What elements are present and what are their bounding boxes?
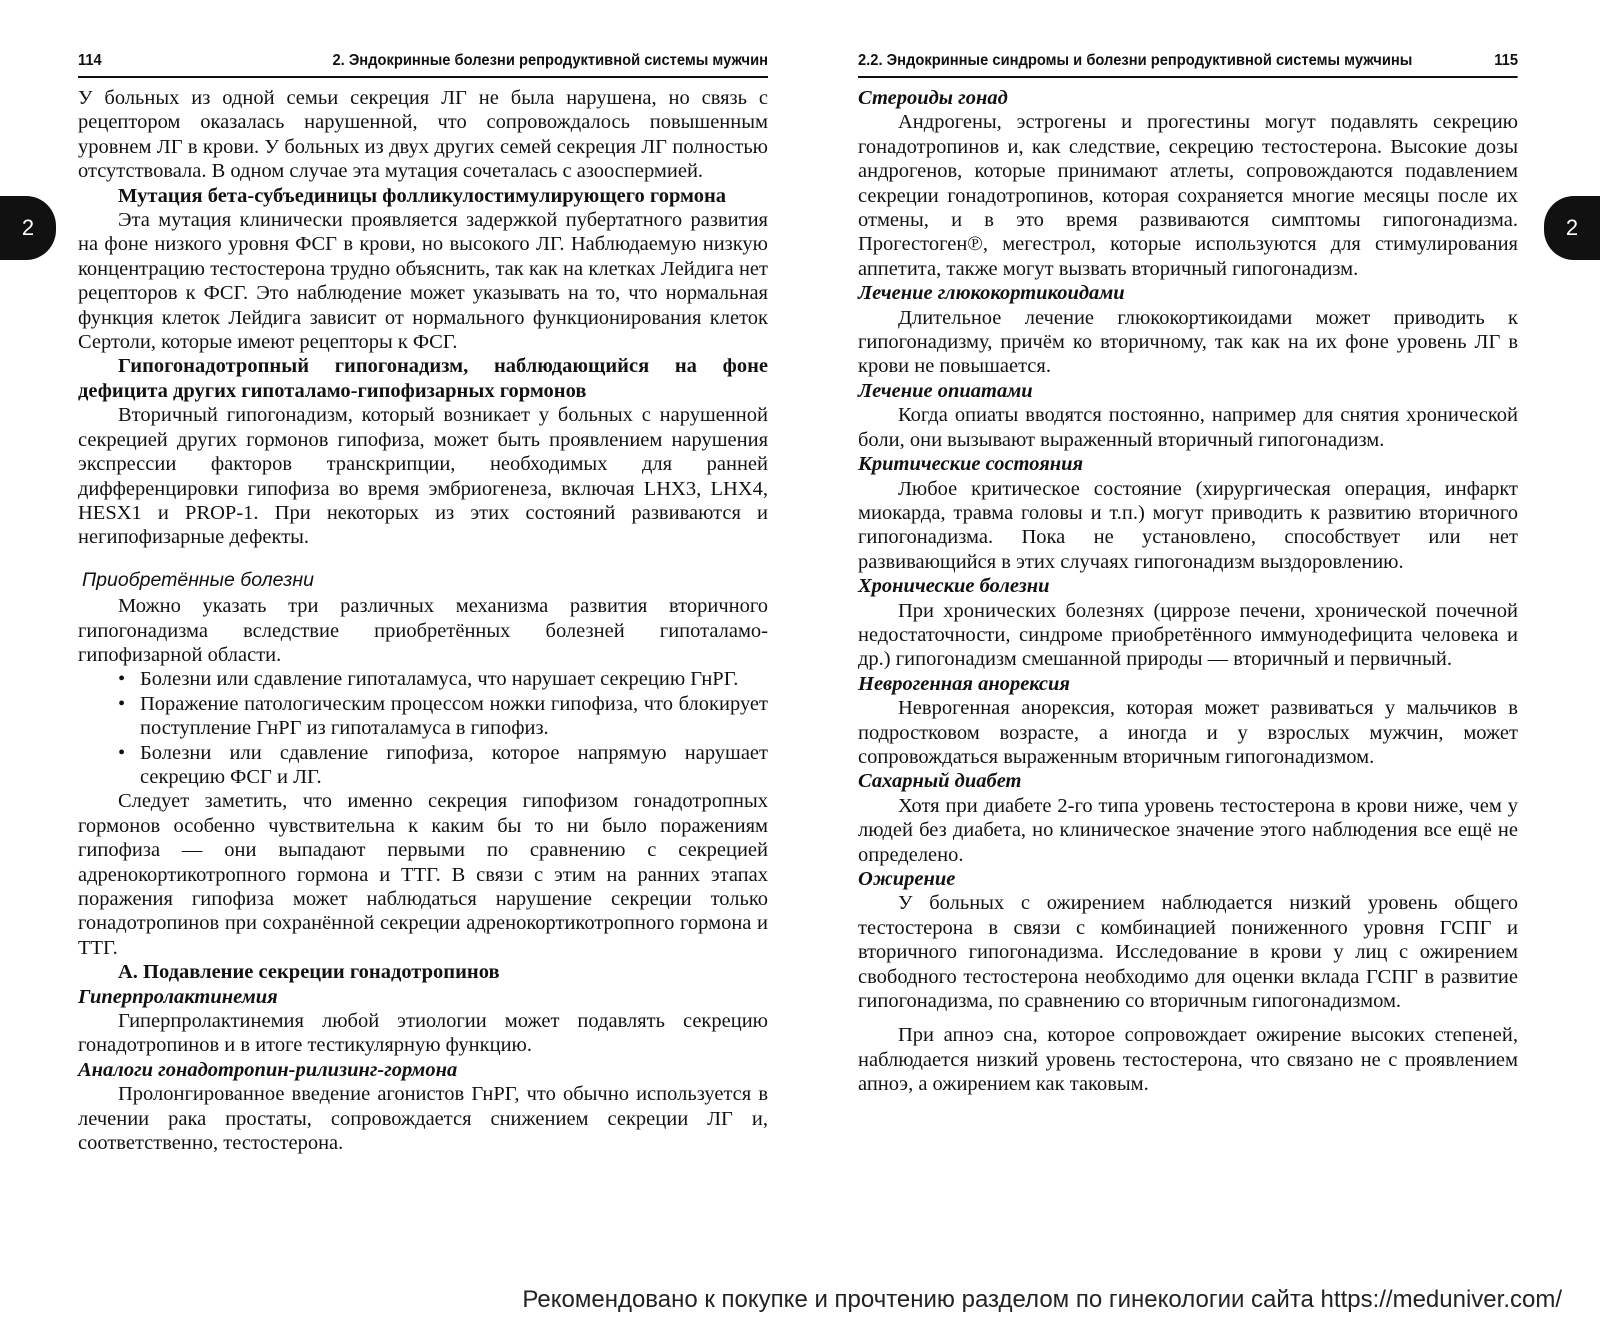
hyperprolactinemia-paragraph: Гиперпролактинемия любой этиологии может подавлять секрецию гонадотропинов и в итоге тестикулярную функцию.: [78, 1010, 768, 1057]
anorexia-heading: Неврогенная анорексия: [858, 672, 1070, 695]
steroids-paragraph: Андрогены, эстрогены и прогестины могут подавлять секрецию гонадотропинов и, как следствие, секрецию тестостерона. Высокие дозы андрогенов, которые принимают атлеты, сопровождаются подавлением секреции гонадотропинов, которая сохраняется многие месяцы после их отмены, и в это время развиваются симптомы гипогонадизма. Прогестоген℗, мегестрол, которые используются для стимулирования аппетита, также могут вызвать вторичный гипогонадизм.: [858, 111, 1518, 280]
mechanism-list: [78, 667, 768, 789]
list-item: • Болезни или сдавление гипофиза, которое напрямую нарушает секрецию ФСГ и ЛГ.: [118, 741, 768, 790]
critical-heading: Критические состояния: [858, 453, 1084, 476]
left-body: [78, 86, 768, 1155]
list-item: • Болезни или сдавление гипоталамуса, что нарушает секрецию ГнРГ.: [118, 667, 768, 691]
hh-heading: Гипогонадотропный гипогонадизм, наблюдающийся на фоне дефицита других гипоталамо-гипофизарных гормонов: [78, 355, 768, 402]
steroids-heading: Стероиды гонад: [858, 87, 1008, 109]
running-head-left: 2. Эндокринные болезни репродуктивной системы мужчин: [332, 52, 769, 69]
apnea-paragraph: При апноэ сна, которое сопровождает ожирение высоких степеней, наблюдается низкий уровень тестостерона, что связано не с проявлением апноэ, а ожирением как таковым.: [858, 1024, 1518, 1096]
critical-paragraph: Любое критическое состояние (хирургическая операция, инфаркт миокарда, травма головы и т.п.) могут приводить к развитию вторичного гипогонадизма. Пока не установлено, способствует или нет развивающийся в этих случаях гипогонадизм выздоровлению.: [858, 477, 1518, 573]
note-paragraph: Следует заметить, что именно секреция гипофизом гонадотропных гормонов особенно чувствительна к каким бы то ни было поражениям гипофиза — они выпадают первыми по сравнению с секрецией адренокортикотропного гормона и ТТГ. В связи с этим на ранних этапах поражения гипофиза может наблюдаться нарушение секреции только гонадотропинов при сохранённой секреции адренокортикотропного гормона и ТТГ.: [78, 790, 768, 959]
opiates-heading: Лечение опиатами: [858, 379, 1033, 402]
opiates-paragraph: Когда опиаты вводятся постоянно, например для снятия хронической боли, они вызывают выраженный вторичный гипогонадизм.: [858, 404, 1518, 451]
running-header-left: [78, 52, 768, 78]
diabetes-paragraph: Хотя при диабете 2-го типа уровень тестостерона в крови ниже, чем у людей без диабета, но клиническое значение этого наблюдения все ещё не определено.: [858, 794, 1518, 866]
acquired-paragraph: Можно указать три различных механизма развития вторичного гипогонадизма вследствие приобретённых болезней гипоталамо-гипофизарной области.: [78, 595, 768, 666]
intro-paragraph: У больных из одной семьи секреция ЛГ не была нарушена, но связь с рецептором оказалась нарушенной, что сопровождалось повышенным уровнем ЛГ в крови. У больных из двух других семей секреция ЛГ полностью отсутствовала. В одном случае эта мутация сочеталась с азооспермией.: [78, 87, 768, 183]
hh-paragraph: Вторичный гипогонадизм, который возникает у больных с нарушенной секрецией других гормонов гипофиза, может быть проявлением нарушения экспрессии факторов транскрипции, необходимых для ранней дифференцировки гипофиза во время эмбриогенеза, включая LHX3, LHX4, HESX1 и PROP-1. При некоторых из этих состояний развиваются и негипофизарные дефекты.: [78, 404, 768, 549]
chronic-paragraph: При хронических болезнях (циррозе печени, хронической почечной недостаточности, синдроме приобретённого иммунодефицита человека и др.) гипогонадизм смешанной природы — вторичный и первичный.: [858, 599, 1518, 671]
glucocorticoids-paragraph: Длительное лечение глюкокортикоидами может приводить к гипогонадизму, причём ко вторичному, так как на их фоне уровень ЛГ в крови не повышается.: [858, 306, 1518, 378]
running-header-right: [858, 52, 1518, 78]
right-body: [858, 86, 1518, 1097]
page-number-left: 114: [78, 52, 102, 69]
page-number-right: 115: [1494, 52, 1519, 69]
suppression-heading: А. Подавление секреции гонадотропинов: [118, 961, 500, 984]
fsh-paragraph: Эта мутация клинически проявляется задержкой пубертатного развития на фоне низкого уровня ФСГ в крови, но высокого ЛГ. Наблюдаемую низкую концентрацию тестостерона трудно объяснить, так как на клетках Лейдига нет рецепторов к ФСГ. Это наблюдение может указывать на то, что нормальная функция клеток Лейдига зависит от нормального функционирования клеток Сертоли, которые имеют рецепторы к ФСГ.: [78, 209, 768, 354]
acquired-heading: Приобретённые болезни: [82, 568, 314, 591]
obesity-paragraph: У больных с ожирением наблюдается низкий уровень общего тестостерона в связи с комбинацией пониженного уровня ГСПГ и вторичного гипогонадизма. Исследование в крови у лиц с ожирением свободного тестостерона необходимо для оценки вклада ГСПГ в развитие гипогонадизма, по сравнению со вторичным гипогонадизмом.: [858, 892, 1518, 1013]
glucocorticoids-heading: Лечение глюкокортикоидами: [858, 282, 1125, 305]
list-item: • Поражение патологическим процессом ножки гипофиза, что блокирует поступление ГнРГ из гипоталамуса в гипофиз.: [118, 692, 768, 741]
gnrh-paragraph: Пролонгированное введение агонистов ГнРГ, что обычно используется в лечении рака простаты, сопровождается снижением секреции ЛГ и, соответственно, тестостерона.: [78, 1083, 768, 1155]
fsh-heading: Мутация бета-субъединицы фолликулостимулирующего гормона: [118, 184, 727, 207]
footer-recommendation: Рекомендовано к покупке и прочтению разделом по гинекологии сайта https://meduniver.com/: [522, 1286, 1562, 1313]
left-page: [78, 52, 768, 1155]
chronic-heading: Хронические болезни: [858, 575, 1050, 598]
chapter-tab-right: 2: [1544, 196, 1600, 260]
right-page: [858, 52, 1518, 1097]
running-head-right: 2.2. Эндокринные синдромы и болезни репродуктивной системы мужчины: [858, 52, 1413, 69]
chapter-tab-left: 2: [0, 196, 56, 260]
anorexia-paragraph: Неврогенная анорексия, которая может развиваться у мальчиков в подростковом возрасте, а иногда и у взрослых мужчин, может сопровождаться выраженным вторичным гипогонадизмом.: [858, 697, 1518, 768]
hyperprolactinemia-heading: Гиперпролактинемия: [78, 985, 278, 1008]
diabetes-heading: Сахарный диабет: [858, 770, 1022, 793]
gnrh-heading: Аналоги гонадотропин-рилизинг-гормона: [78, 1058, 458, 1081]
obesity-heading: Ожирение: [858, 868, 956, 890]
